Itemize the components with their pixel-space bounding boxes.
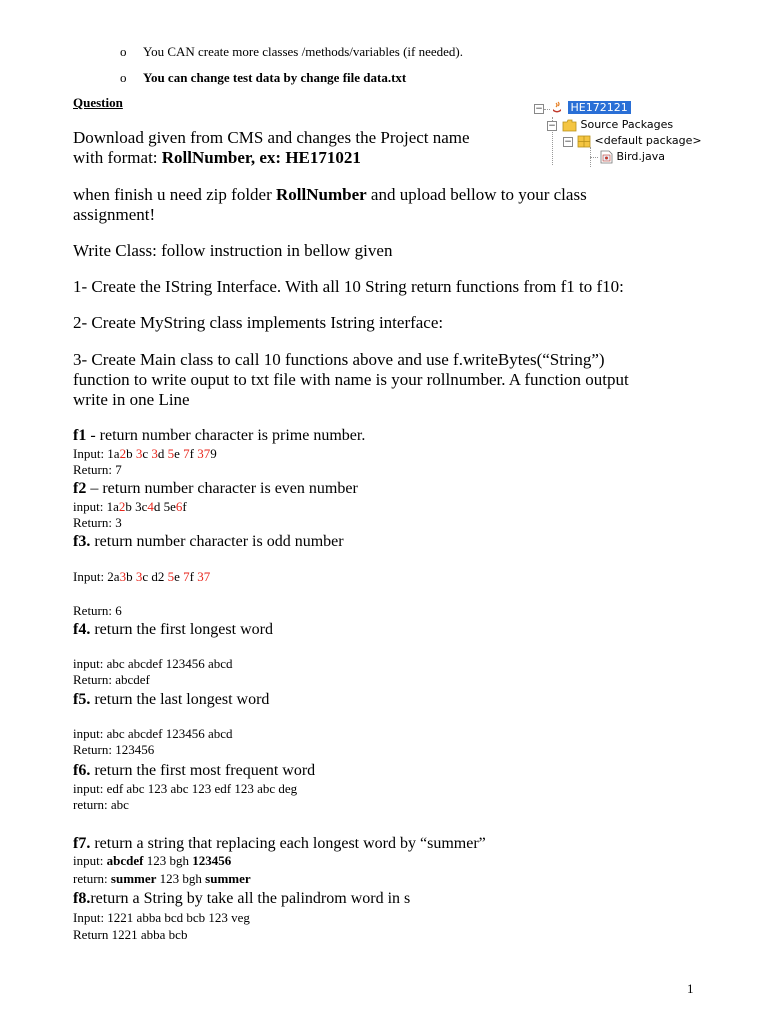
tree-row-default-package[interactable] [577, 133, 702, 149]
input-text: input: 1a [73, 499, 119, 514]
intro-line: write in one Line [73, 390, 190, 409]
bullet-symbol: o [120, 70, 127, 85]
highlighted-digit: 5 [167, 569, 175, 584]
highlighted-digit: 37 [197, 446, 211, 461]
folder-icon [562, 119, 577, 132]
source-packages-label: Source Packages [580, 118, 674, 131]
input-text: c d2 [142, 569, 168, 584]
f4-return: Return: abcdef [73, 672, 150, 687]
input-text: e [174, 569, 184, 584]
question-heading: Question [73, 95, 123, 110]
highlighted-digit: 7 [183, 569, 190, 584]
intro-line: function to write ouput to txt file with name is your rollnumber. A function output [73, 370, 629, 389]
intro-line: assignment! [73, 205, 156, 224]
f1-return: Return: 7 [73, 462, 122, 477]
input-text: b 3c [125, 499, 148, 514]
intro-line: 1- Create the IString Interface. With all 10 String return functions from f1 to f10: [73, 277, 624, 296]
f4-input: input: abc abcdef 123456 abcd [73, 656, 233, 671]
highlighted-digit: 2 [119, 446, 127, 461]
project-name: HE172121 [568, 101, 631, 114]
input-text: f [182, 499, 187, 514]
input-text: 9 [210, 446, 217, 461]
input-text: c [142, 446, 152, 461]
input-text: d [157, 446, 168, 461]
f8-return: Return 1221 abba bcb [73, 927, 188, 942]
f6-return: return: abc [73, 797, 129, 812]
bullet-text: You CAN create more classes /methods/variables (if needed). [143, 44, 463, 59]
java-project-icon [550, 101, 564, 115]
default-package-label: <default package> [594, 134, 702, 147]
collapse-icon[interactable]: − [564, 137, 572, 147]
input-text: Input: 2a [73, 569, 120, 584]
highlighted-digit: 3 [135, 446, 143, 461]
tree-row-project[interactable] [550, 100, 631, 116]
collapse-icon[interactable]: − [535, 104, 543, 114]
f4-heading: f4. return the first longest word [73, 621, 273, 638]
intro-line: 2- Create MyString class implements Istring interface: [73, 313, 444, 332]
package-icon [577, 135, 591, 148]
f3-input [73, 569, 210, 585]
highlighted-digit: 2 [118, 499, 126, 514]
f1-heading: f1 - return number character is prime number. [73, 427, 366, 444]
f2-heading: f2 – return number character is even number [73, 480, 358, 497]
intro-line: Write Class: follow instruction in bellow given [73, 241, 393, 260]
f1-input [73, 446, 217, 462]
highlighted-digit: 3 [151, 446, 158, 461]
f3-return: Return: 6 [73, 603, 122, 618]
highlighted-digit: 3 [135, 569, 143, 584]
f2-input [73, 499, 187, 515]
collapse-icon[interactable]: − [548, 121, 556, 131]
input-text: f [189, 446, 198, 461]
input-text: f [189, 569, 198, 584]
f7-input: input: abcdef 123 bgh 123456 [73, 853, 232, 868]
project-tree [530, 93, 762, 173]
f5-input: input: abc abcdef 123456 abcd [73, 726, 233, 741]
f3-heading: f3. return number character is odd number [73, 533, 344, 550]
f7-return: return: summer 123 bgh summer [73, 871, 251, 886]
highlighted-digit: 3 [119, 569, 127, 584]
intro-line: with format: RollNumber, ex: HE171021 [73, 148, 361, 167]
input-text: e [174, 446, 184, 461]
f6-heading: f6. return the first most frequent word [73, 762, 316, 779]
java-file-icon [600, 150, 613, 164]
tree-row-source-packages[interactable] [562, 117, 673, 133]
f5-heading: f5. return the last longest word [73, 691, 270, 708]
tree-row-file[interactable] [600, 149, 665, 165]
file-label: Bird.java [616, 150, 665, 163]
page-number: 1 [687, 981, 694, 996]
highlighted-digit: 7 [183, 446, 190, 461]
highlighted-digit: 6 [175, 499, 183, 514]
intro-line: 3- Create Main class to call 10 functions above and use f.writeBytes(“String”) [73, 350, 605, 369]
f5-return: Return: 123456 [73, 742, 155, 757]
input-text: Input: 1a [73, 446, 120, 461]
f2-return: Return: 3 [73, 515, 122, 530]
intro-line: when finish u need zip folder RollNumber and upload bellow to your class [73, 185, 587, 204]
f6-input: input: edf abc 123 abc 123 edf 123 abc deg [73, 781, 298, 796]
f8-input: Input: 1221 abba bcd bcb 123 veg [73, 910, 250, 925]
input-text: d 5e [153, 499, 176, 514]
bullet-symbol: o [120, 44, 127, 59]
highlighted-digit: 4 [147, 499, 154, 514]
input-text: b [126, 569, 136, 584]
bullet-text: You can change test data by change file data.txt [143, 70, 407, 85]
intro-line: Download given from CMS and changes the Project name [73, 128, 470, 147]
highlighted-digit: 37 [197, 569, 211, 584]
f8-heading: f8.return a String by take all the palindrom word in s [73, 890, 411, 907]
f7-heading: f7. return a string that replacing each longest word by “summer” [73, 835, 486, 852]
highlighted-digit: 5 [167, 446, 175, 461]
input-text: b [126, 446, 136, 461]
